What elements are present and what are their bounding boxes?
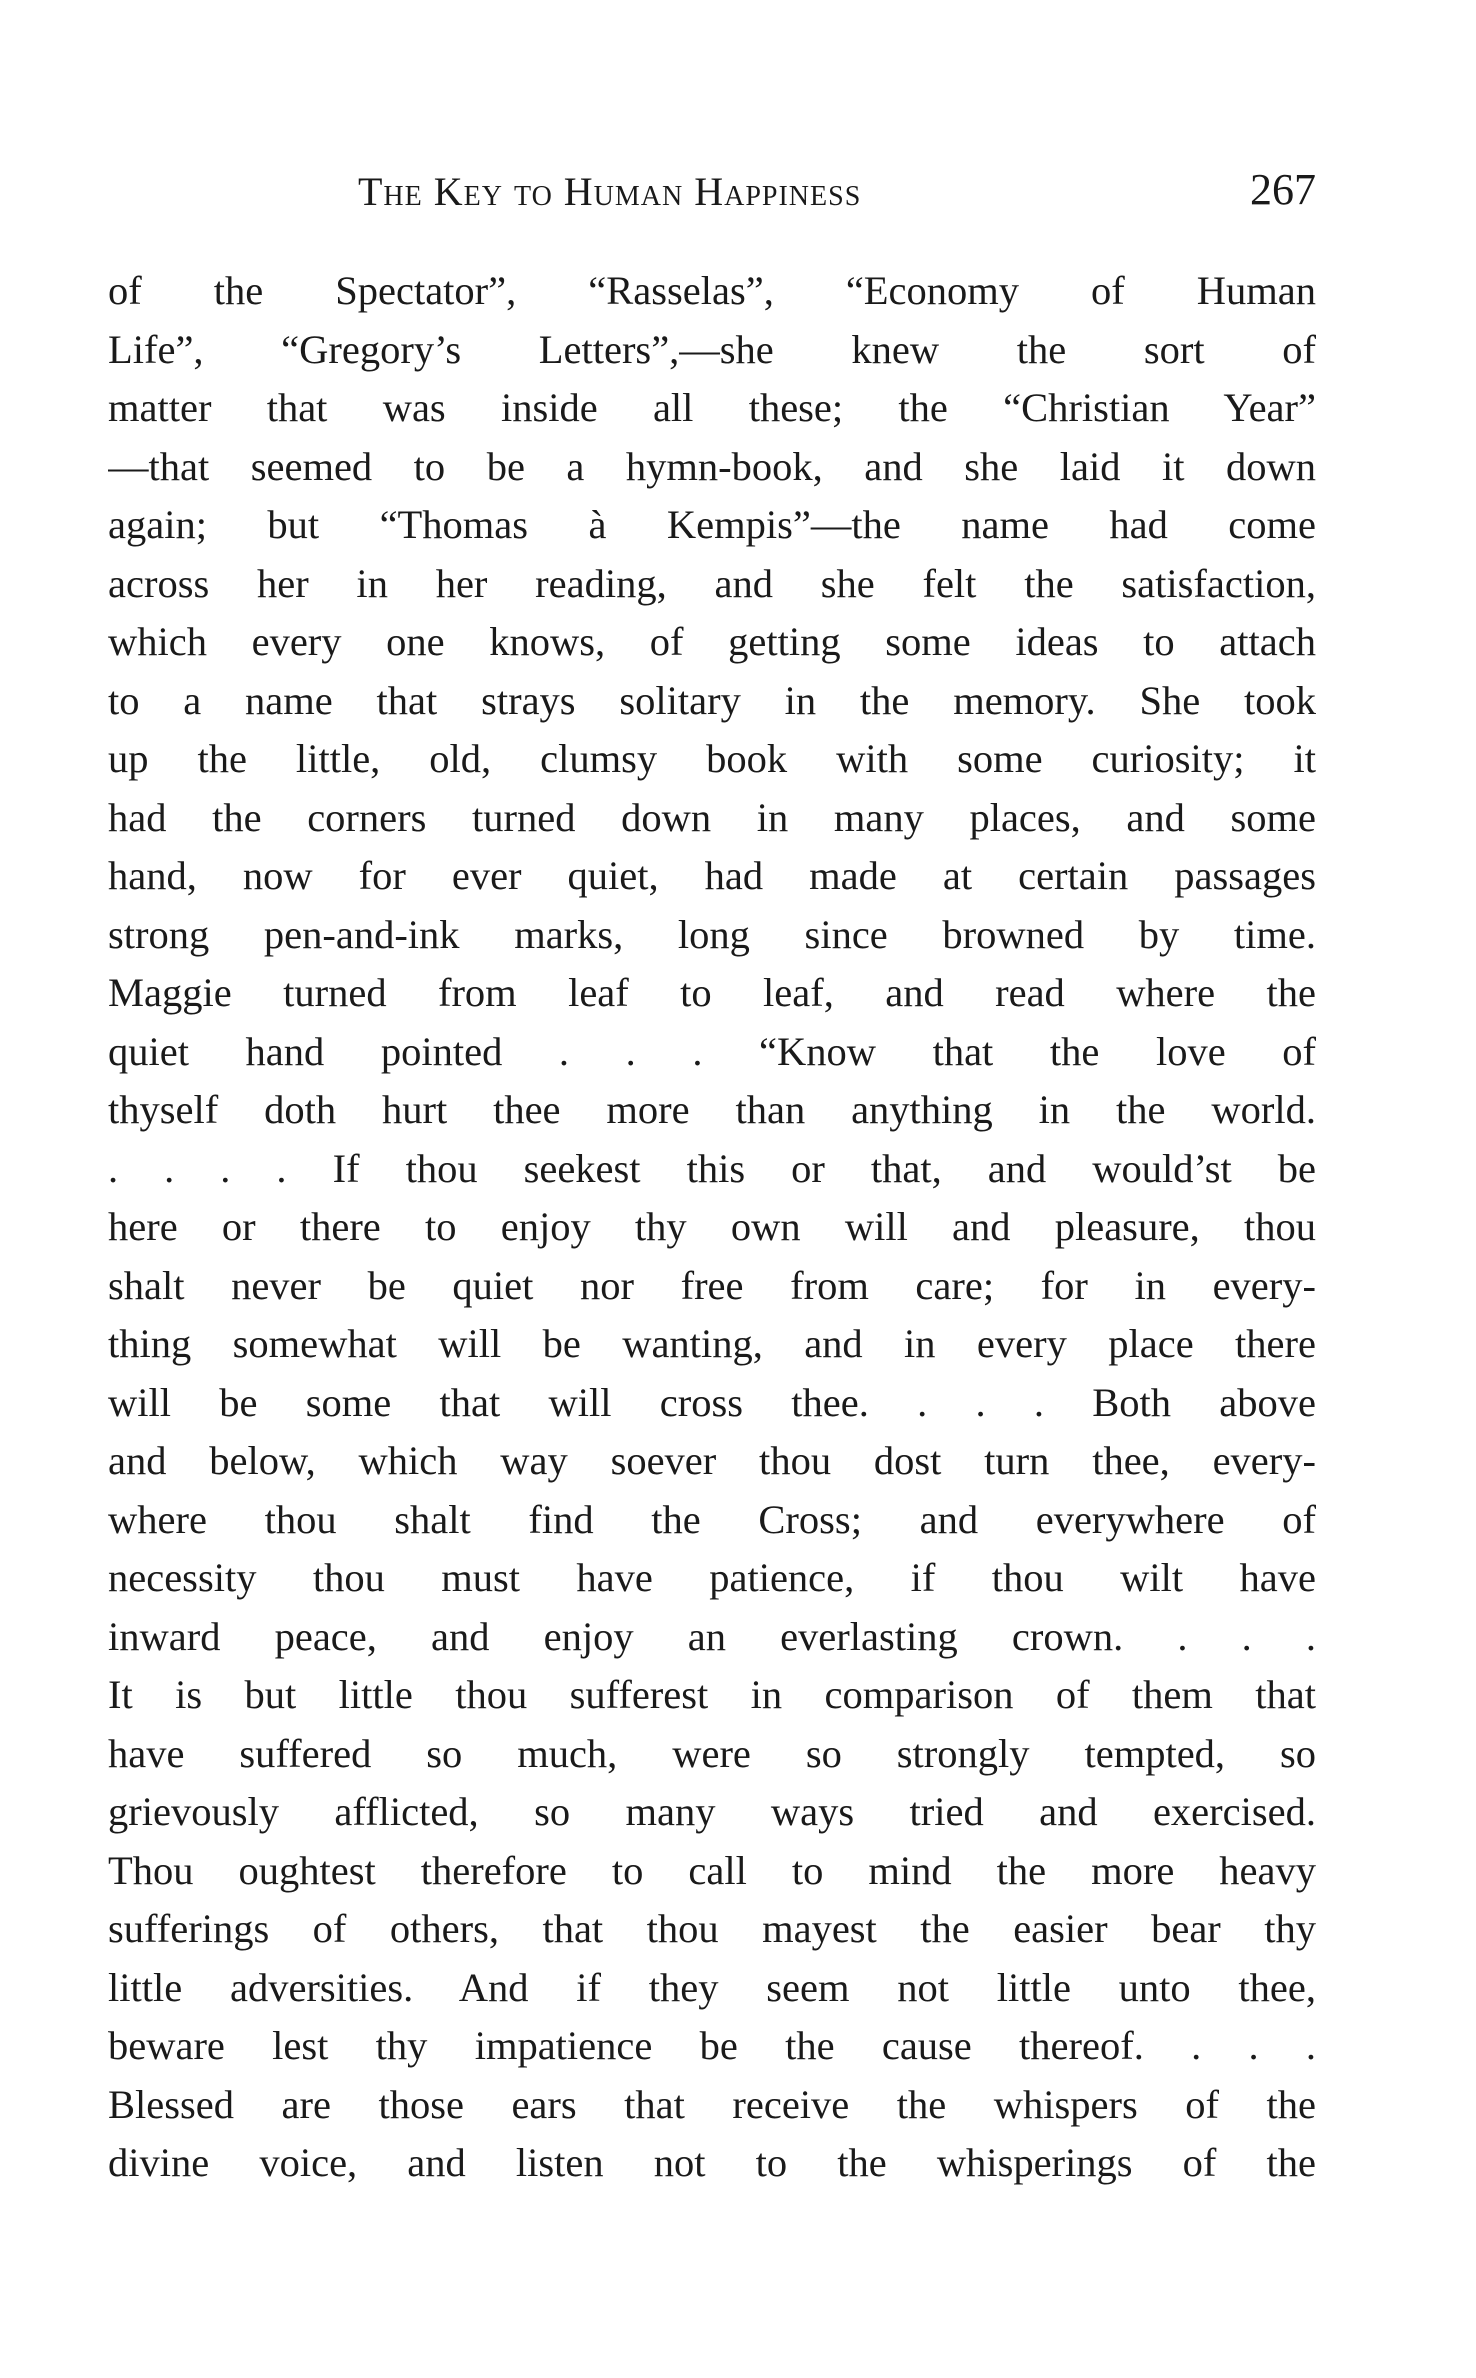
text-line: grievously afflicted, so many ways tried and exercised. xyxy=(108,1789,1316,1834)
text-line: sufferings of others, that thou mayest the easier bear thy xyxy=(108,1906,1316,1951)
running-head xyxy=(108,165,1316,228)
text-line: . . . . If thou seekest this or that, and would’st be xyxy=(108,1145,1316,1191)
text-line: and below, which way soever thou dost turn thee, every- xyxy=(108,1438,1316,1483)
text-line: necessity thou must have patience, if thou wilt have xyxy=(108,1555,1316,1600)
text-line: which every one knows, of getting some ideas to attach xyxy=(108,619,1316,664)
text-line: Blessed are those ears that receive the whispers of the xyxy=(108,2081,1316,2127)
text-line: Maggie turned from leaf to leaf, and read where the xyxy=(108,970,1316,1015)
text-line: —that seemed to be a hymn-book, and she laid it down xyxy=(108,443,1316,489)
text-line: strong pen-and-ink marks, long since browned by time. xyxy=(108,911,1316,957)
text-line: beware lest thy impatience be the cause thereof. . . . xyxy=(108,2023,1316,2068)
text-line: Life”, “Gregory’s Letters”,—she knew the sort of xyxy=(108,326,1316,372)
text-line: little adversities. And if they seem not little unto thee, xyxy=(108,1964,1316,2010)
text-line: thyself doth hurt thee more than anything in the world. xyxy=(108,1087,1316,1132)
text-line: to a name that strays solitary in the memory. She took xyxy=(108,677,1316,723)
text-line: where thou shalt find the Cross; and everywhere of xyxy=(108,1496,1316,1542)
text-line: here or there to enjoy thy own will and pleasure, thou xyxy=(108,1204,1316,1249)
text-line: have suffered so much, were so strongly tempted, so xyxy=(108,1730,1316,1776)
text-line: had the corners turned down in many places, and some xyxy=(108,794,1316,840)
text-line: will be some that will cross thee. . . . Both above xyxy=(108,1379,1316,1425)
text-line: across her in her reading, and she felt the satisfaction, xyxy=(108,560,1316,606)
body-text xyxy=(108,262,1316,2193)
text-line: quiet hand pointed . . . “Know that the love of xyxy=(108,1028,1316,1074)
page-number: 267 xyxy=(1250,165,1316,214)
text-line: shalt never be quiet nor free from care; for in every- xyxy=(108,1262,1316,1308)
text-line: divine voice, and listen not to the whisperings of the xyxy=(108,2140,1316,2185)
text-line: inward peace, and enjoy an everlasting crown. . . . xyxy=(108,1613,1316,1659)
running-title: The Key to Human Happiness xyxy=(358,169,862,214)
text-line: of the Spectator”, “Rasselas”, “Economy of Human xyxy=(108,268,1316,313)
text-line: Thou oughtest therefore to call to mind the more heavy xyxy=(108,1847,1316,1893)
text-line: matter that was inside all these; the “Christian Year” xyxy=(108,385,1316,430)
text-line: again; but “Thomas à Kempis”—the name had come xyxy=(108,502,1316,547)
text-line: up the little, old, clumsy book with some curiosity; it xyxy=(108,736,1316,781)
text-line: hand, now for ever quiet, had made at certain passages xyxy=(108,853,1316,898)
text-line: thing somewhat will be wanting, and in every place there xyxy=(108,1321,1316,1366)
text-line: It is but little thou sufferest in comparison of them that xyxy=(108,1672,1316,1717)
